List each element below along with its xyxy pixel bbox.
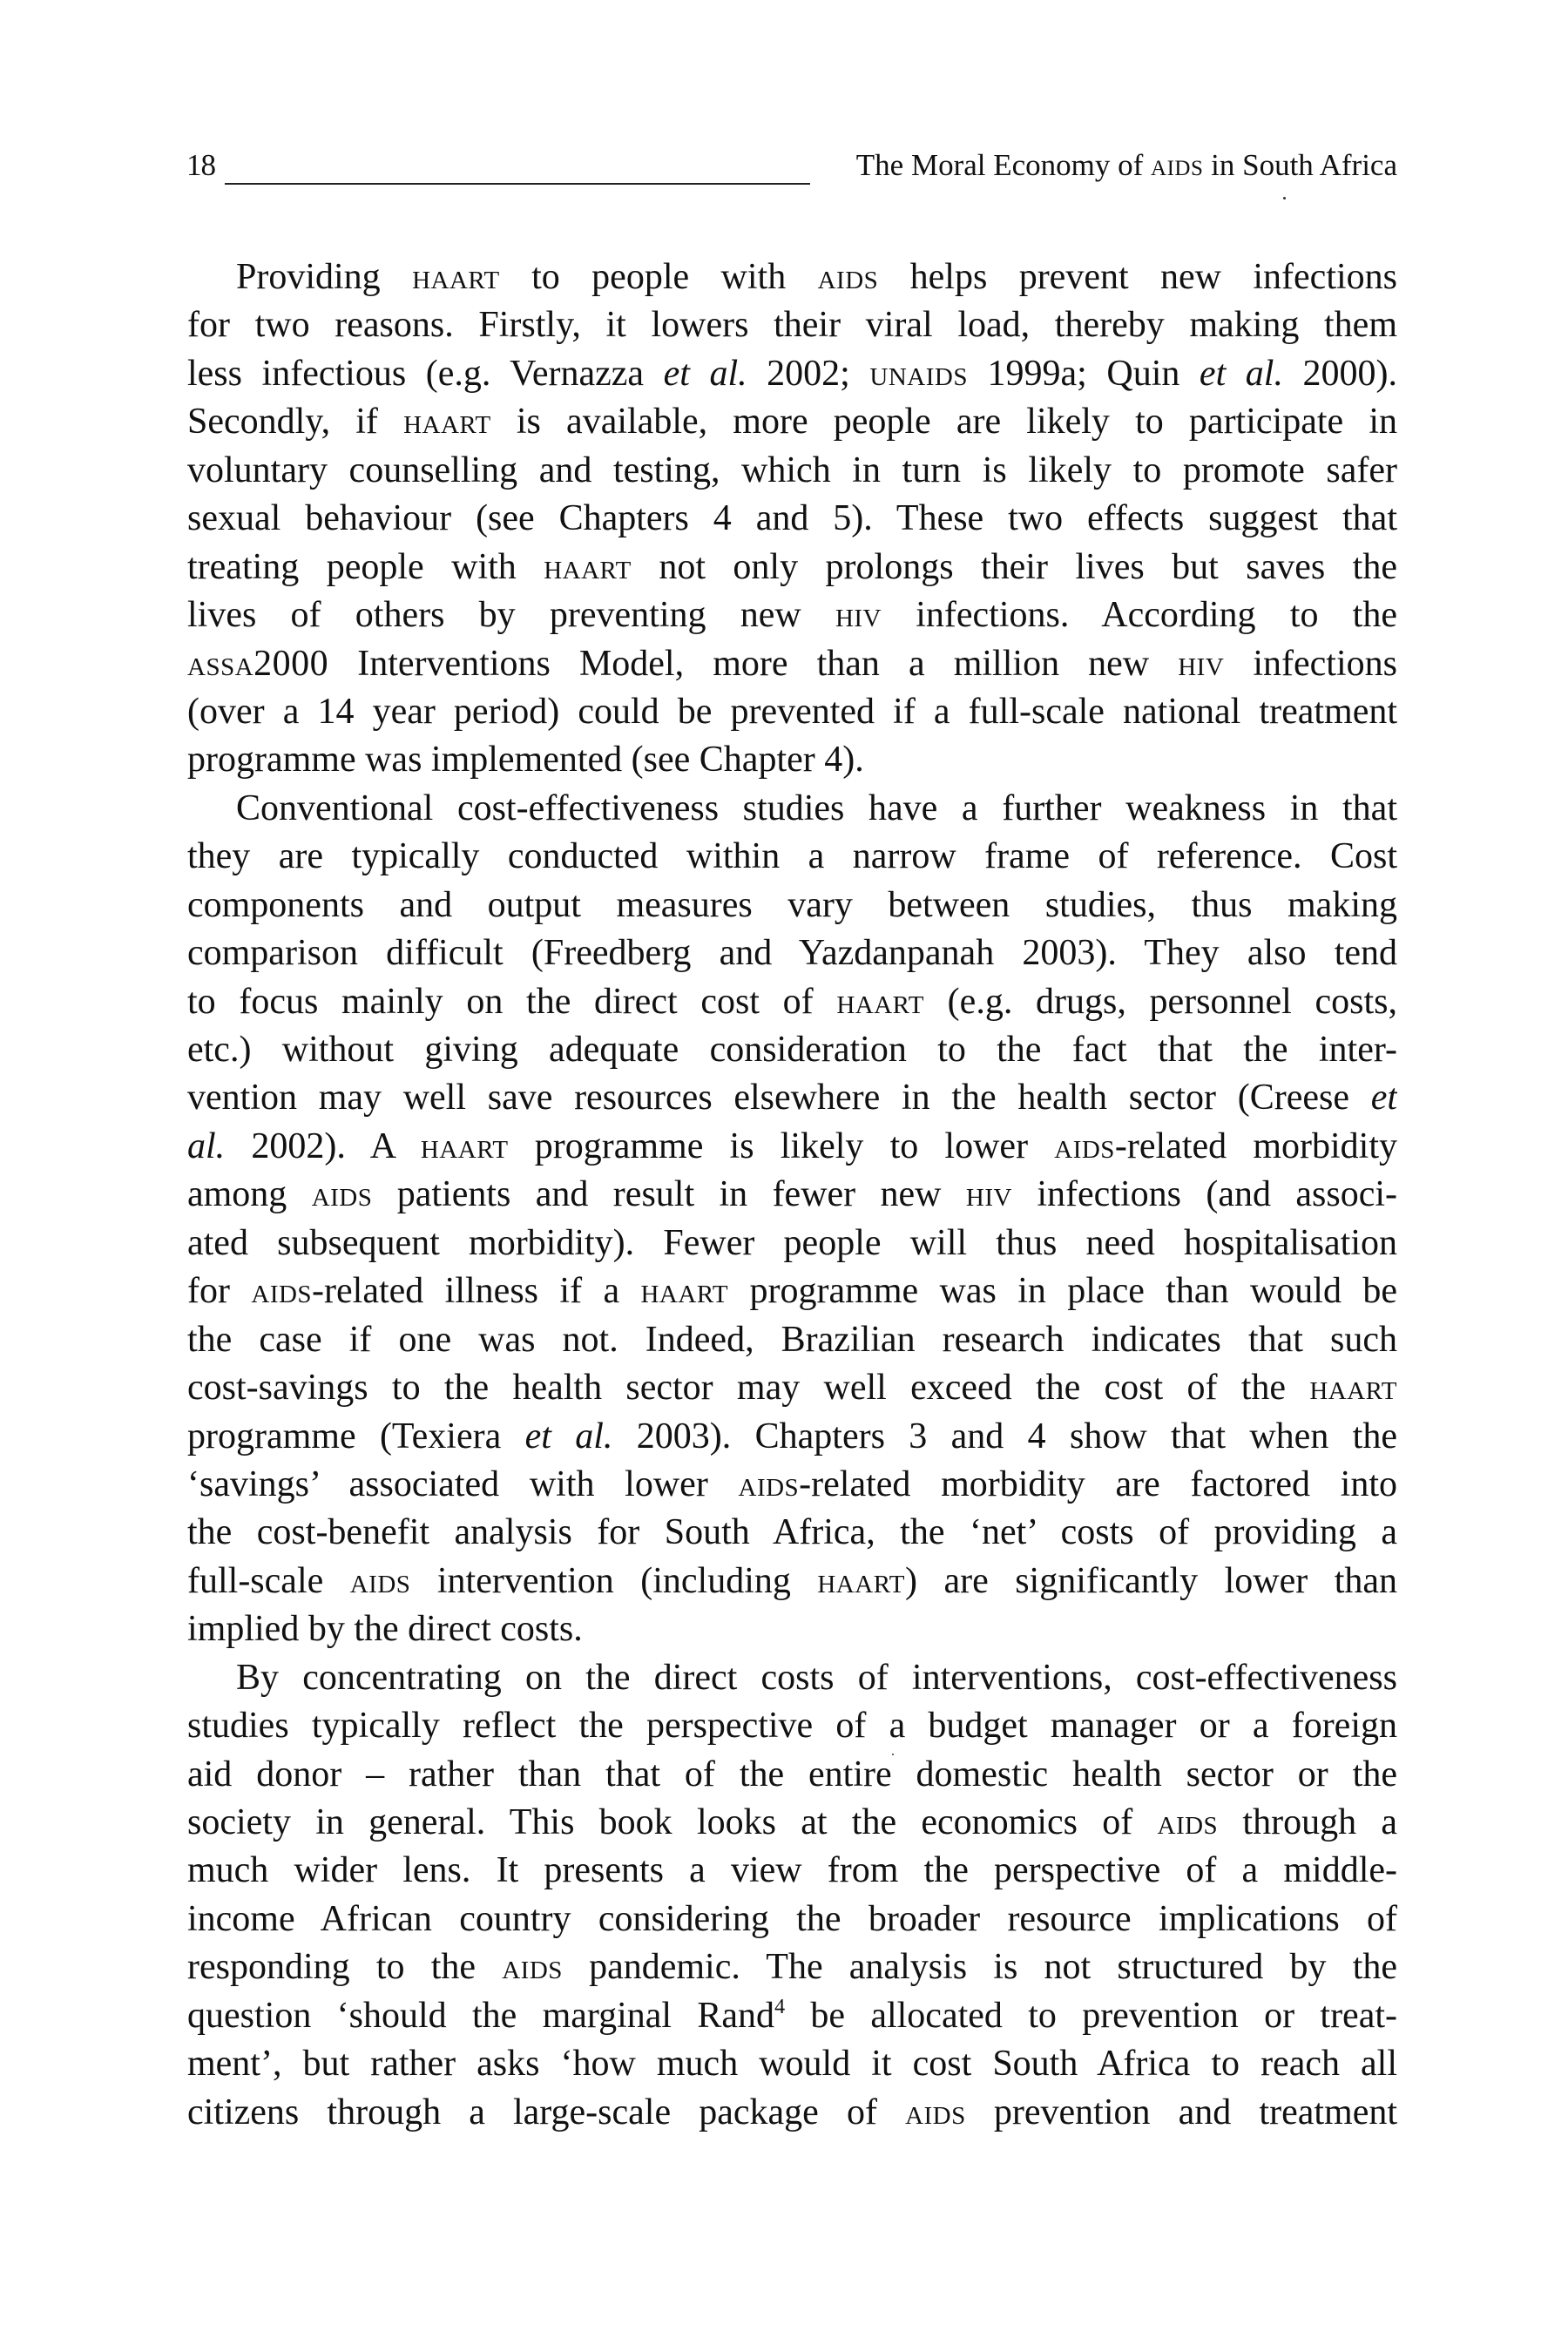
text-line [187, 640, 1397, 688]
text-run: less infectious (e.g. Vernazza [187, 353, 664, 394]
text-line [187, 1943, 1397, 1991]
acronym: haart [1309, 1368, 1397, 1409]
acronym: haart [817, 1560, 906, 1601]
acronym: aids [817, 257, 879, 297]
text-run: much wider lens. It presents a view from the perspective of a middle- [187, 1850, 1397, 1891]
text-line [187, 1509, 1397, 1557]
text-run: vention may well save resources elsewhere in the health sector (Creese [187, 1078, 1371, 1119]
text-run: is available, more people are likely to participate in [490, 402, 1397, 443]
acronym: haart [640, 1271, 729, 1312]
text-line [187, 1751, 1397, 1799]
text-line [187, 398, 1397, 446]
text-run: etc.) without giving adequate consideration to the fact that the inter- [187, 1030, 1397, 1070]
text-run: for two reasons. Firstly, it lowers their viral load, thereby making them [187, 305, 1397, 346]
acronym: aids [1157, 1802, 1219, 1842]
text-run: intervention (including [410, 1560, 818, 1601]
text-line [187, 688, 1397, 736]
text-run: By concentrating on the direct costs of interventions, cost-effectiveness [236, 1657, 1397, 1698]
text-line [187, 1654, 1397, 1702]
running-head-title-pre: The Moral Economy of [855, 148, 1152, 182]
acronym: haart [412, 257, 500, 297]
acronym: assa2000 [187, 643, 329, 684]
text-run: studies typically reflect the perspective of a budget manager or a foreign [187, 1706, 1397, 1747]
text-run: not only prolongs their lives but saves the [631, 546, 1397, 587]
text-run: question ‘should the marginal Rand [187, 1995, 775, 2036]
acronym: hiv [1178, 643, 1225, 684]
text-line [187, 785, 1397, 833]
text-run: comparison difficult (Freedberg and Yazdanpanah 2003). They also tend [187, 933, 1397, 974]
text-line [187, 1896, 1397, 1943]
italic-text: et al. [1199, 353, 1283, 394]
text-run: ) are significantly lower than [905, 1560, 1397, 1601]
paragraph-3 [187, 1654, 1397, 2137]
text-line [187, 1267, 1397, 1315]
paragraph-1 [187, 253, 1397, 785]
text-line [187, 1316, 1397, 1364]
text-line [187, 1702, 1397, 1750]
text-run: Conventional cost-effectiveness studies have a further weakness in that [236, 787, 1397, 828]
text-line [187, 591, 1397, 639]
text-run: to focus mainly on the direct cost of [187, 981, 837, 1022]
text-run: sexual behaviour (see Chapters 4 and 5). These two effects suggest that [187, 498, 1397, 539]
text-run: Secondly, if [187, 402, 404, 443]
text-line [187, 929, 1397, 977]
text-run: treating people with [187, 546, 544, 587]
text-run: lives of others by preventing new [187, 595, 835, 636]
text-run: 2002). A [225, 1125, 421, 1166]
text-run: 2003). Chapters 3 and 4 show that when the [612, 1416, 1397, 1456]
text-run: be allocated to prevention or treat- [785, 1995, 1397, 2036]
text-run: citizens through a large-scale package of [187, 2092, 906, 2132]
text-run: programme (Texiera [187, 1416, 525, 1456]
running-head-title [856, 145, 1397, 186]
text-run: infections. According to the [882, 595, 1397, 636]
text-line [187, 253, 1397, 301]
text-run: ated subsequent morbidity). Fewer people will thus need hospitalisation [187, 1222, 1397, 1263]
acronym: hiv [835, 595, 882, 636]
text-line [187, 736, 1397, 784]
italic-text: et al. [663, 353, 747, 394]
text-run: full-scale [187, 1560, 350, 1601]
text-run: through a [1218, 1802, 1397, 1842]
text-run: the case if one was not. Indeed, Brazilian research indicates that such [187, 1319, 1397, 1360]
acronym: aids [1054, 1125, 1115, 1166]
running-head-title-acronym: aids [1151, 148, 1204, 182]
text-line [187, 1799, 1397, 1847]
text-line [187, 1026, 1397, 1074]
text-run: they are typically conducted within a narrow frame of reference. Cost [187, 836, 1397, 877]
text-line [187, 1992, 1397, 2040]
text-run: responding to the [187, 1947, 503, 1988]
text-run: voluntary counselling and testing, which in turn is likely to promote safer [187, 449, 1397, 490]
footnote-marker: 4 [774, 1995, 786, 2018]
text-line [187, 2089, 1397, 2137]
text-line [187, 1847, 1397, 1895]
body-text [187, 253, 1397, 2137]
text-line [187, 350, 1397, 398]
text-line [187, 1364, 1397, 1412]
text-run: income African country considering the broader resource implications of [187, 1898, 1397, 1939]
text-run: ment’, but rather asks ‘how much would it cost South Africa to reach all [187, 2044, 1397, 2085]
text-line [187, 833, 1397, 881]
italic-text: et [1370, 1078, 1397, 1119]
text-run: prevention and treatment [965, 2092, 1397, 2132]
italic-text: al. [187, 1125, 226, 1166]
text-run: -related morbidity [1114, 1125, 1397, 1166]
text-line [187, 1558, 1397, 1605]
text-line [187, 1461, 1397, 1509]
italic-text: et al. [524, 1416, 613, 1456]
text-run: implied by the direct costs. [187, 1609, 583, 1650]
text-run: for [187, 1271, 252, 1312]
text-run: (over a 14 year period) could be prevented if a full-scale national treatment [187, 691, 1397, 732]
text-line [187, 495, 1397, 543]
acronym: aids [905, 2092, 966, 2132]
text-line [187, 1605, 1397, 1653]
text-run: programme was implemented (see Chapter 4). [187, 740, 864, 781]
text-run: patients and result in fewer new [372, 1174, 966, 1215]
acronym: unaids [869, 353, 968, 394]
text-run: components and output measures vary between studies, thus making [187, 884, 1397, 925]
acronym: haart [420, 1125, 509, 1166]
text-run: -related illness if a [312, 1271, 641, 1312]
text-run: programme is likely to lower [508, 1125, 1055, 1166]
text-run: among [187, 1174, 312, 1215]
text-line [187, 1220, 1397, 1267]
text-run: programme was in place than would be [728, 1271, 1397, 1312]
text-run: to people with [499, 257, 818, 297]
text-line [187, 2040, 1397, 2088]
text-run: 2002; [747, 353, 870, 394]
acronym: aids [251, 1271, 313, 1312]
text-run: 1999a; Quin [967, 353, 1200, 394]
text-run: Interventions Model, more than a million new [328, 643, 1179, 684]
text-run: aid donor – rather than that of the entire domestic health sector or the [187, 1754, 1397, 1794]
text-run: society in general. This book looks at the economics of [187, 1802, 1158, 1842]
text-line [187, 544, 1397, 591]
text-line [187, 1171, 1397, 1219]
text-line [187, 447, 1397, 495]
scan-speck [1283, 197, 1286, 199]
running-head-title-post: in South Africa [1203, 148, 1397, 182]
page-number: 18 [186, 148, 215, 182]
running-head [186, 145, 1397, 186]
text-run: pandemic. The analysis is not structured by the [562, 1947, 1397, 1988]
text-run: ‘savings’ associated with lower [187, 1463, 739, 1504]
text-run: Providing [236, 257, 413, 297]
acronym: haart [544, 546, 632, 587]
text-run: 2000). [1282, 353, 1397, 394]
paragraph-2 [187, 785, 1397, 1654]
text-run: cost-savings to the health sector may well exceed the cost of the [187, 1368, 1310, 1409]
acronym: aids [311, 1174, 373, 1215]
text-run: the cost-benefit analysis for South Africa, the ‘net’ costs of providing a [187, 1512, 1397, 1553]
acronym: aids [738, 1463, 800, 1504]
text-line [187, 1074, 1397, 1122]
acronym: aids [502, 1947, 563, 1988]
text-line [187, 301, 1397, 349]
acronym: aids [349, 1560, 411, 1601]
text-run: helps prevent new infections [878, 257, 1397, 297]
text-run: infections (and associ- [1011, 1174, 1397, 1215]
text-run: -related morbidity are factored into [799, 1463, 1397, 1504]
text-run: infections [1224, 643, 1397, 684]
text-line [187, 1413, 1397, 1461]
text-line [187, 1123, 1397, 1171]
text-line [187, 882, 1397, 929]
acronym: hiv [965, 1174, 1012, 1215]
text-run: (e.g. drugs, personnel costs, [924, 981, 1397, 1022]
acronym: haart [836, 981, 924, 1022]
acronym: haart [403, 402, 491, 443]
header-rule [225, 183, 810, 185]
text-line [187, 978, 1397, 1026]
